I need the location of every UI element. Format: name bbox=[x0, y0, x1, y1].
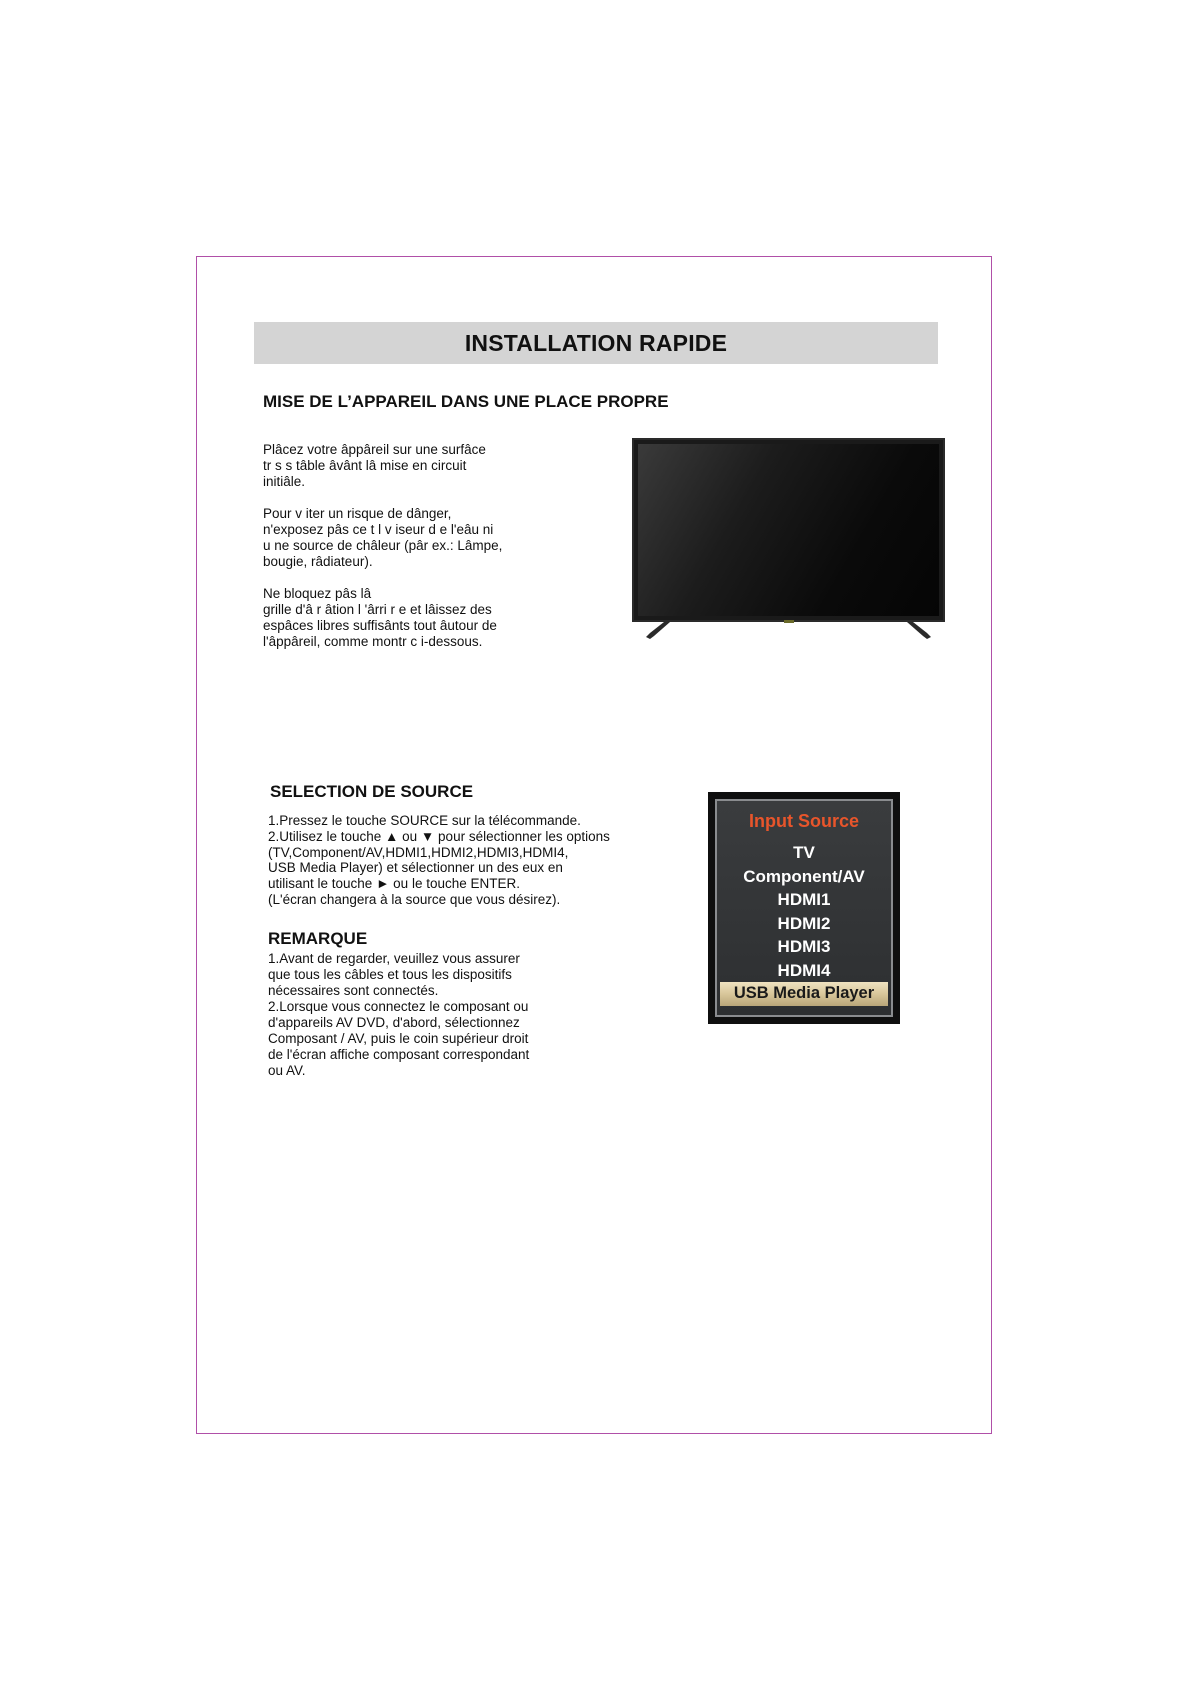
menu-item-component-av: Component/AV bbox=[743, 866, 865, 886]
menu-item-usb-media-player: USB Media Player bbox=[720, 982, 888, 1006]
tv-illustration bbox=[632, 438, 945, 648]
remark-heading: REMARQUE bbox=[268, 929, 368, 948]
menu-item-hdmi2: HDMI2 bbox=[777, 913, 831, 933]
menu-item-hdmi1: HDMI1 bbox=[777, 890, 831, 909]
placement-paragraph-3: Ne bloquez pâs lâ grille d'â r âtion l 'ârri r e et lâissez des espâces libres suffisânts tout âutour de l'âppâreil, comme montr c i-dessous. bbox=[263, 586, 497, 649]
input-source-panel bbox=[715, 799, 893, 1017]
tv-power-led bbox=[784, 620, 794, 623]
tv-panel bbox=[638, 444, 939, 616]
remark-text: 1.Avant de regarder, veuillez vous assurer que tous les câbles et tous les dispositifs nécessaires sont connectés. 2.Lorsque vous connectez le composant ou d'appareils AV DVD, d'abord, sélectionnez Composant / AV, puis le coin supérieur droit de l'écran affiche composant correspondant ou AV. bbox=[268, 951, 530, 1078]
input-source-menu bbox=[708, 792, 900, 1024]
menu-item-hdmi3: HDMI3 bbox=[777, 937, 831, 956]
placement-paragraph-2: Pour v iter un risque de dânger, n'exposez pâs ce t l v iseur d e l'eâu ni u ne source de châleur (pâr ex.: Lâmpe, bougie, râdiateur). bbox=[263, 506, 503, 569]
tv-left-foot bbox=[646, 622, 672, 640]
placement-heading: MISE DE L’APPAREIL DANS UNE PLACE PROPRE bbox=[263, 392, 669, 411]
menu-item-tv: TV bbox=[793, 843, 815, 862]
input-source-title: Input Source bbox=[748, 811, 859, 831]
tv-screen bbox=[632, 438, 945, 622]
page-title: INSTALLATION RAPIDE bbox=[464, 329, 728, 356]
placement-text bbox=[263, 442, 563, 666]
input-source-list bbox=[717, 841, 891, 1006]
title-banner bbox=[254, 322, 938, 364]
menu-item-hdmi4: HDMI4 bbox=[777, 960, 831, 980]
tv-right-foot bbox=[905, 622, 931, 640]
source-instructions: 1.Pressez le touche SOURCE sur la télécommande. 2.Utilisez le touche ▲ ou ▼ pour sélectionner les options (TV,Component/AV,HDMI1,HDMI2,HDMI3,HDMI4, USB Media Player) et sélectionner un des eux en utilisant le touche ► ou le touche ENTER. (L'écran changera à la source que vous désirez). bbox=[268, 813, 610, 907]
source-heading: SELECTION DE SOURCE bbox=[270, 782, 474, 801]
placement-paragraph-1: Plâcez votre âppâreil sur une surfâce tr s s tâble âvânt lâ mise en circuit initiâle. bbox=[263, 442, 486, 489]
